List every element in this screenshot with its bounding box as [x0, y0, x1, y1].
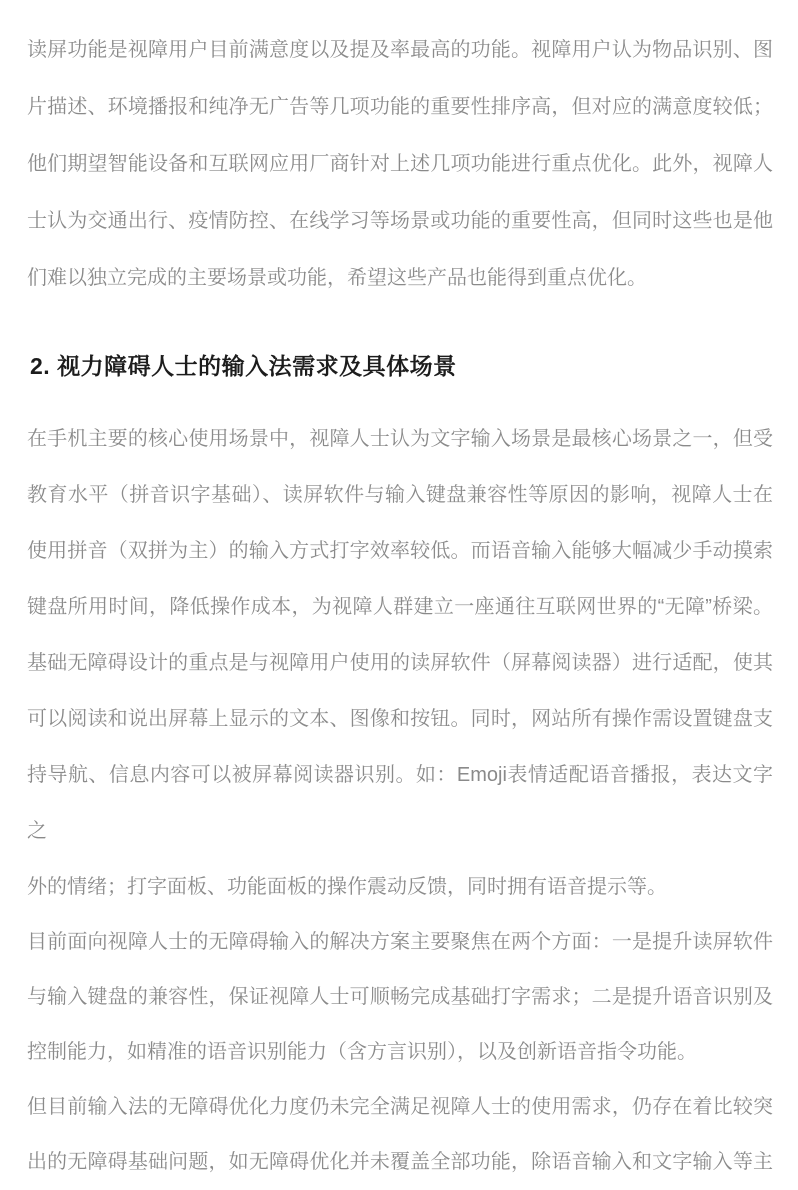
paragraph-line: 他们期望智能设备和互联网应用厂商针对上述几项功能进行重点优化。此外，视障人	[27, 153, 773, 175]
section-heading: 2. 视力障碍人士的输入法需求及具体场景	[30, 353, 457, 379]
paragraph-line: 目前面向视障人士的无障碍输入的解决方案主要聚焦在两个方面：一是提升读屏软件	[27, 931, 773, 953]
paragraph-line: 与输入键盘的兼容性，保证视障人士可顺畅完成基础打字需求；二是提升语音识别及	[27, 986, 773, 1008]
paragraph-line: 出的无障碍基础问题，如无障碍优化并未覆盖全部功能，除语音输入和文字输入等主	[27, 1151, 773, 1173]
paragraph-line: 士认为交通出行、疫情防控、在线学习等场景或功能的重要性高，但同时这些也是他	[27, 210, 773, 232]
paragraph-line: 片描述、环境播报和纯净无广告等几项功能的重要性排序高，但对应的满意度较低；	[27, 96, 773, 118]
paragraph-line: 外的情绪；打字面板、功能面板的操作震动反馈，同时拥有语音提示等。	[27, 876, 667, 898]
paragraph-line: 在手机主要的核心使用场景中，视障人士认为文字输入场景是最核心场景之一，但受	[27, 428, 773, 450]
paragraph-line: 们难以独立完成的主要场景或功能，希望这些产品也能得到重点优化。	[27, 267, 647, 289]
solutions-paragraph	[27, 915, 773, 1080]
intro-paragraph	[27, 22, 773, 307]
paragraph-line: 读屏功能是视障用户目前满意度以及提及率最高的功能。视障用户认为物品识别、图	[27, 39, 773, 61]
problems-paragraph	[27, 1080, 773, 1190]
paragraph-line: 持导航、信息内容可以被屏幕阅读器识别。如：Emoji表情适配语音播报，表达文字之	[27, 764, 773, 842]
needs-paragraph	[27, 411, 773, 915]
paragraph-line: 使用拼音（双拼为主）的输入方式打字效率较低。而语音输入能够大幅减少手动摸索	[27, 540, 773, 562]
paragraph-line: 但目前输入法的无障碍优化力度仍未完全满足视障人士的使用需求，仍存在着比较突	[27, 1096, 773, 1118]
paragraph-line: 教育水平（拼音识字基础）、读屏软件与输入键盘兼容性等原因的影响，视障人士在	[27, 484, 773, 506]
paragraph-line: 基础无障碍设计的重点是与视障用户使用的读屏软件（屏幕阅读器）进行适配，使其	[27, 652, 773, 674]
paragraph-line: 可以阅读和说出屏幕上显示的文本、图像和按钮。同时，网站所有操作需设置键盘支	[27, 708, 773, 730]
paragraph-line: 控制能力，如精准的语音识别能力（含方言识别），以及创新语音指令功能。	[27, 1041, 697, 1063]
paragraph-line: 键盘所用时间，降低操作成本，为视障人群建立一座通往互联网世界的“无障”桥梁。	[27, 596, 773, 618]
